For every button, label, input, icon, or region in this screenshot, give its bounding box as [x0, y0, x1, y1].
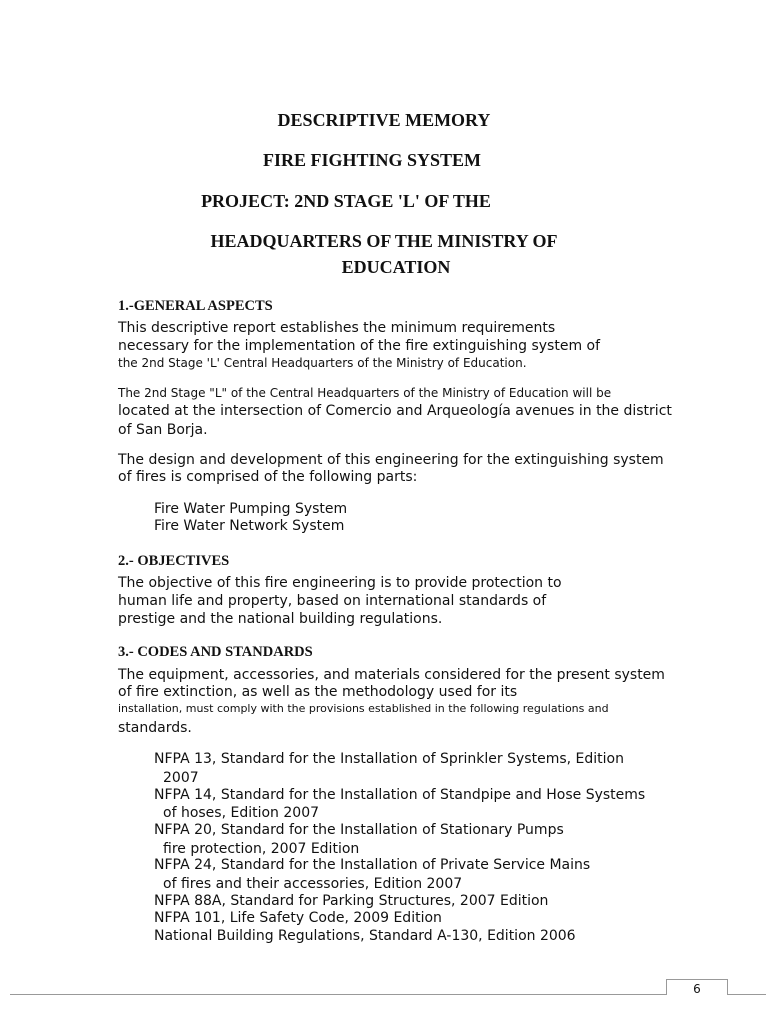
list-item: National Building Regulations, Standard A-130, Edition 2006: [154, 928, 576, 944]
list-item: NFPA 13, Standard for the Installation of Sprinkler Systems, Edition: [154, 751, 624, 767]
title-line-5: EDUCATION: [341, 257, 451, 277]
list-item-continuation: fire protection, 2007 Edition: [163, 841, 360, 857]
section-1-text: located at the intersection of Comercio and Arqueología avenues in the district: [118, 403, 672, 419]
list-item: NFPA 20, Standard for the Installation of Stationary Pumps: [154, 822, 564, 838]
list-item: Fire Water Pumping System: [154, 501, 348, 517]
section-3-text: of fire extinction, as well as the methodology used for its: [118, 684, 518, 700]
section-2-text: prestige and the national building regulations.: [118, 611, 443, 627]
footer-divider: [10, 994, 766, 995]
page-number: 6: [666, 979, 728, 995]
title-line-4: HEADQUARTERS OF THE MINISTRY OF: [210, 231, 558, 251]
section-1-heading: 1.-GENERAL ASPECTS: [118, 298, 273, 314]
section-3-text: The equipment, accessories, and materials considered for the present system: [118, 667, 665, 683]
section-3-text: installation, must comply with the provisions established in the following regulations and: [118, 702, 609, 715]
section-1-text: The 2nd Stage "L" of the Central Headquarters of the Ministry of Education will be: [118, 386, 612, 400]
list-item: NFPA 24, Standard for the Installation of Private Service Mains: [154, 857, 591, 873]
list-item: NFPA 88A, Standard for Parking Structures, 2007 Edition: [154, 893, 549, 909]
list-item: NFPA 14, Standard for the Installation of Standpipe and Hose Systems: [154, 787, 646, 803]
section-1-text: This descriptive report establishes the minimum requirements: [118, 320, 556, 336]
list-item: NFPA 101, Life Safety Code, 2009 Edition: [154, 910, 442, 926]
list-item-continuation: of fires and their accessories, Edition 2007: [163, 876, 463, 892]
list-item-continuation: 2007: [163, 770, 199, 786]
section-1-text: of San Borja.: [118, 422, 208, 438]
section-3-text: standards.: [118, 720, 192, 736]
title-line-2: FIRE FIGHTING SYSTEM: [262, 150, 482, 170]
section-2-heading: 2.- OBJECTIVES: [118, 553, 230, 569]
title-line-1: DESCRIPTIVE MEMORY: [277, 110, 491, 130]
list-item: Fire Water Network System: [154, 518, 345, 534]
section-1-text: necessary for the implementation of the fire extinguishing system of: [118, 338, 601, 354]
section-1-text: the 2nd Stage 'L' Central Headquarters of the Ministry of Education.: [118, 356, 527, 370]
section-1-text: of fires is comprised of the following parts:: [118, 469, 418, 485]
list-item-continuation: of hoses, Edition 2007: [163, 805, 320, 821]
section-1-text: The design and development of this engineering for the extinguishing system: [118, 452, 664, 468]
section-2-text: The objective of this fire engineering is to provide protection to: [118, 575, 562, 591]
section-3-heading: 3.- CODES AND STANDARDS: [118, 644, 313, 660]
title-line-3: PROJECT: 2ND STAGE 'L' OF THE: [201, 191, 491, 211]
section-2-text: human life and property, based on international standards of: [118, 593, 547, 609]
